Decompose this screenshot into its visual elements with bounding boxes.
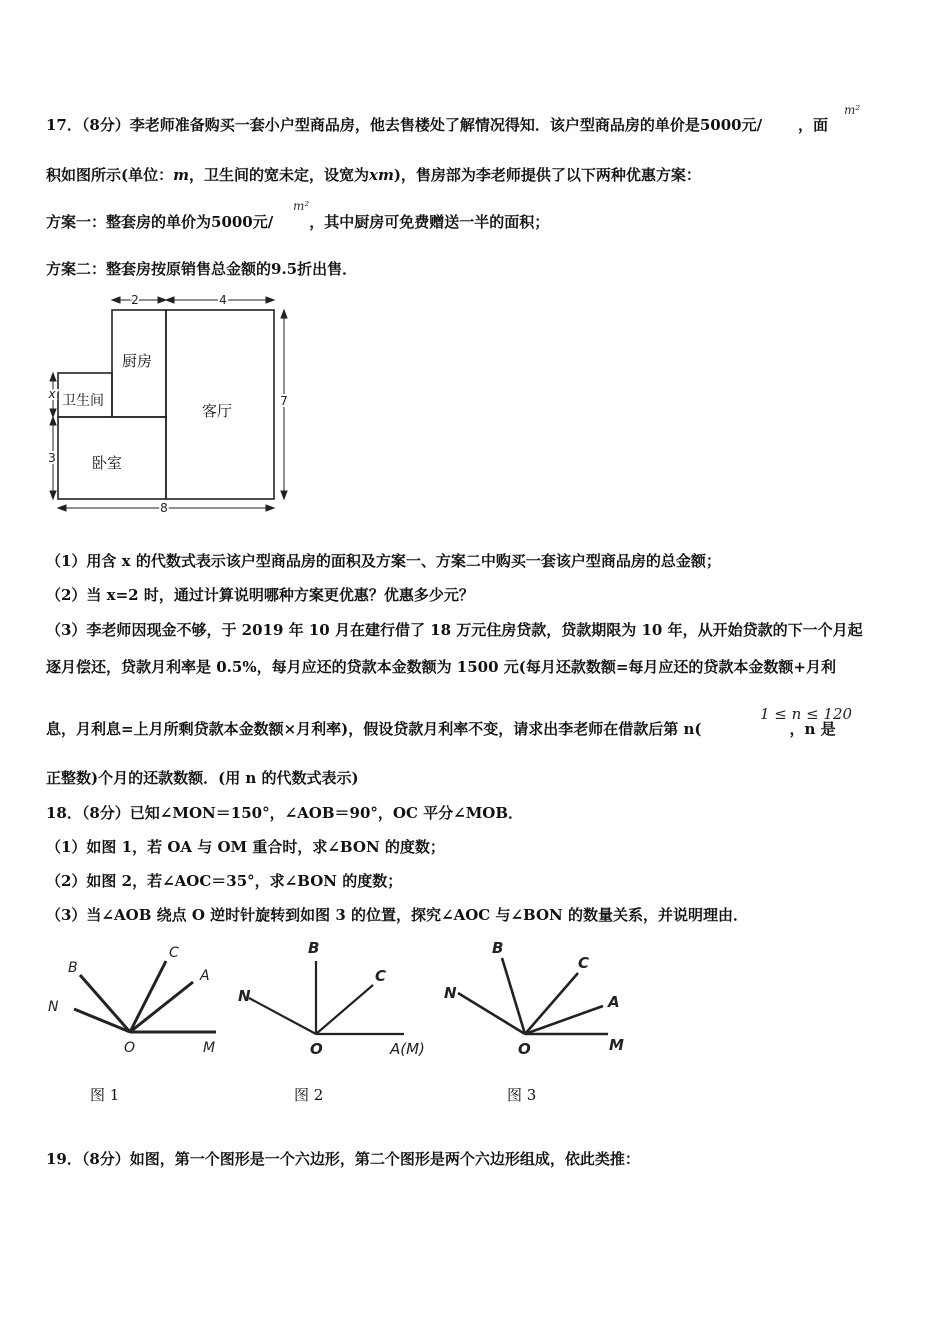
q17-plan2: 方案二：整套房按原销售总金额的9.5折出售． [46, 260, 358, 278]
fig3-label-o: O [518, 1040, 531, 1058]
fig2-label-o: O [310, 1040, 323, 1058]
q17-plan1: 方案一：整套房的单价为5000元/ ，其中厨房可免费赠送一半的面积； [46, 213, 550, 231]
unit-m2-sup: m² [844, 103, 861, 117]
dim-3: 3 [48, 451, 56, 465]
room-bedroom: 卧室 [92, 454, 123, 472]
fig2-label-b: B [308, 939, 320, 957]
room-kitchen: 厨房 [122, 352, 153, 370]
dim-4: 4 [219, 293, 227, 307]
fig1-label-c: C [169, 945, 179, 961]
fig1-label-b: B [68, 960, 78, 976]
fig1-label-o: O [124, 1040, 136, 1056]
q17-sub3-line1: （3）李老师因现金不够，于 2019 年 10 月在建行借了 18 万元住房贷款，贷款期限为 10 年，从开始贷款的下一个月起 [46, 621, 863, 639]
room-bathroom: 卫生间 [62, 393, 104, 409]
angle-figures [40, 935, 640, 1065]
q18-sub2: （2）如图 2，若∠AOC＝35°，求∠BON 的度数； [46, 872, 403, 890]
fig2-caption: 图 2 [294, 1086, 324, 1104]
q17-sub3-line3: 息，月利息=上月所剩贷款本金数额×月利率)，假设贷款月利率不变，请求出李老师在借款后第 n( ，n 是 [46, 720, 836, 738]
fig1-label-m: M [203, 1040, 216, 1056]
fig3-label-m: M [609, 1036, 624, 1054]
q18-sub1: （1）如图 1，若 OA 与 OM 重合时，求∠BON 的度数； [46, 838, 445, 856]
q17-line2: 积如图所示(单位：m，卫生间的宽未定，设宽为xm)，售房部为李老师提供了以下两种优惠方案： [46, 166, 701, 184]
dim-2: 2 [131, 293, 139, 307]
q19-stem: 19．（8分）如图，第一个图形是一个六边形，第二个图形是两个六边形组成，依此类推： [46, 1150, 640, 1168]
q17-line1: 17．（8分）李老师准备购买一套小户型商品房，他去售楼处了解情况得知．该户型商品房的单价是5000元/ ，面 [46, 116, 829, 134]
floor-plan-figure [40, 290, 300, 520]
q17-sub3-line2: 逐月偿还，贷款月利率是 0.5%，每月应还的贷款本金数额为 1500 元(每月还款数额=每月应还的贷款本金数额+月利 [46, 658, 837, 676]
fig2-label-c: C [375, 967, 387, 985]
dim-7: 7 [280, 394, 288, 408]
fig3-label-n: N [444, 984, 457, 1002]
fig2-label-am: A(M) [390, 1040, 425, 1058]
fig1-label-a: A [200, 968, 210, 984]
fig1-label-n: N [48, 999, 59, 1015]
fig3-label-c: C [578, 954, 590, 972]
q18-sub3: （3）当∠AOB 绕点 O 逆时针旋转到如图 3 的位置，探究∠AOC 与∠BON 的数量关系，并说明理由． [46, 906, 748, 924]
inequality-n-range: 1 ≤ n ≤ 120 [760, 705, 853, 723]
q17-sub1: （1）用含 x 的代数式表示该户型商品房的面积及方案一、方案二中购买一套该户型商品房的总金额； [46, 552, 721, 570]
unit-m2-sup-2: m² [293, 199, 310, 213]
q18-stem: 18．（8分）已知∠MON＝150°，∠AOB＝90°，OC 平分∠MOB． [46, 804, 524, 822]
q17-sub2: （2）当 x=2 时，通过计算说明哪种方案更优惠？优惠多少元？ [46, 586, 474, 604]
room-living: 客厅 [202, 402, 233, 420]
dim-8: 8 [160, 501, 168, 515]
dim-x: x [48, 387, 56, 401]
fig2-label-n: N [238, 987, 251, 1005]
fig3-caption: 图 3 [507, 1086, 537, 1104]
q17-sub3-line4: 正整数)个月的还款数额．(用 n 的代数式表示) [46, 769, 359, 787]
fig1-caption: 图 1 [90, 1086, 120, 1104]
fig3-label-b: B [492, 939, 504, 957]
fig3-label-a: A [608, 993, 620, 1011]
